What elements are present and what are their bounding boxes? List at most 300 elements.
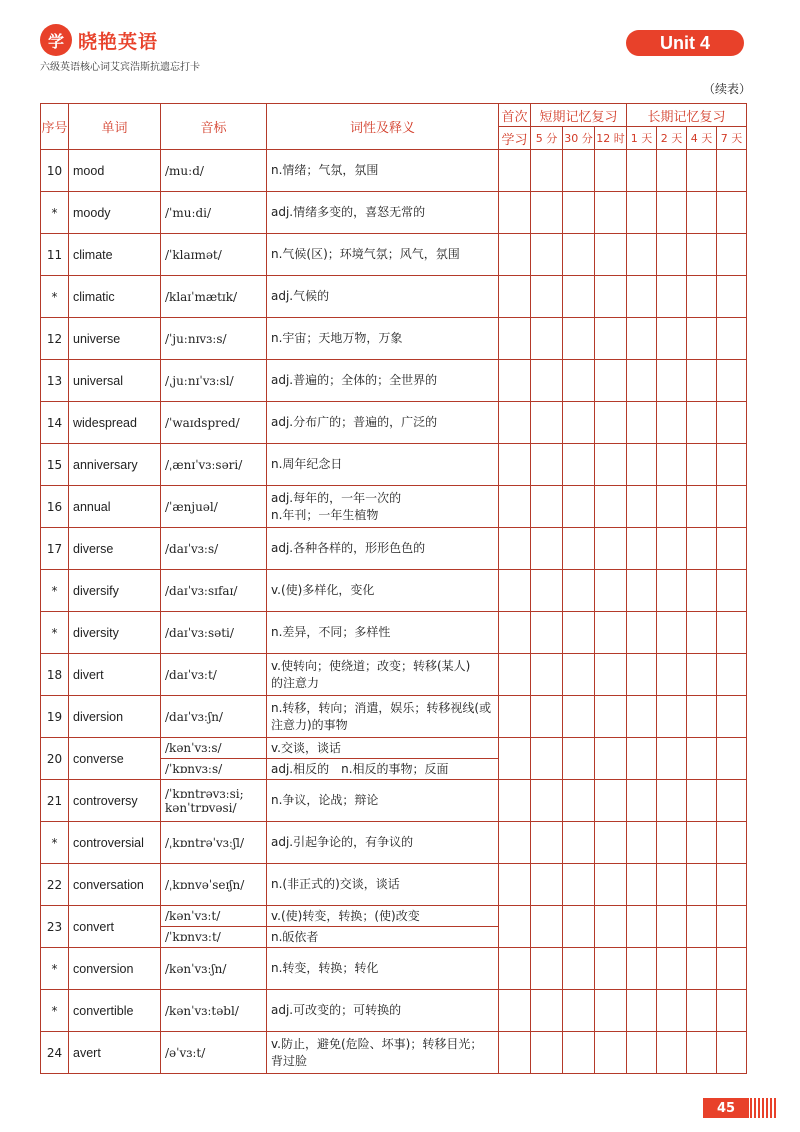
checkbox-cell[interactable] bbox=[687, 654, 717, 696]
table-row bbox=[41, 864, 747, 906]
checkbox-cell[interactable] bbox=[595, 192, 627, 234]
checkbox-cell[interactable] bbox=[657, 906, 687, 948]
definition: adj.引起争论的，有争议的 bbox=[267, 822, 499, 864]
checkbox-cell[interactable] bbox=[531, 738, 563, 780]
definition: v.交谈，谈话 bbox=[267, 738, 499, 759]
word: mood bbox=[69, 150, 161, 192]
checkbox-cell[interactable] bbox=[499, 486, 531, 528]
checkbox-cell[interactable] bbox=[717, 318, 747, 360]
row-number: 10 bbox=[41, 150, 69, 192]
checkbox-cell[interactable] bbox=[717, 696, 747, 738]
checkbox-cell[interactable] bbox=[531, 696, 563, 738]
checkbox-cell[interactable] bbox=[717, 486, 747, 528]
checkbox-cell[interactable] bbox=[595, 486, 627, 528]
definition: adj.普遍的；全体的；全世界的 bbox=[267, 360, 499, 402]
checkbox-cell[interactable] bbox=[717, 570, 747, 612]
checkbox-cell[interactable] bbox=[531, 276, 563, 318]
table-row bbox=[41, 1032, 747, 1074]
checkbox-cell[interactable] bbox=[499, 906, 531, 948]
checkbox-cell[interactable] bbox=[595, 864, 627, 906]
checkbox-cell[interactable] bbox=[717, 402, 747, 444]
definition: n.争议，论战；辩论 bbox=[267, 780, 499, 822]
definition: n.差异，不同；多样性 bbox=[267, 612, 499, 654]
checkbox-cell[interactable] bbox=[687, 948, 717, 990]
checkbox-cell[interactable] bbox=[499, 654, 531, 696]
header-first: 首次 bbox=[499, 104, 531, 127]
checkbox-cell[interactable] bbox=[499, 360, 531, 402]
word: convertible bbox=[69, 990, 161, 1032]
checkbox-cell[interactable] bbox=[595, 360, 627, 402]
checkbox-cell[interactable] bbox=[595, 276, 627, 318]
checkbox-cell[interactable] bbox=[657, 1032, 687, 1074]
definition: adj.分布广的；普遍的，广泛的 bbox=[267, 402, 499, 444]
word: climatic bbox=[69, 276, 161, 318]
line-2: n.年刊；一年生植物 bbox=[271, 507, 379, 522]
checkbox-cell[interactable] bbox=[627, 990, 657, 1032]
table-row bbox=[41, 360, 747, 402]
header-7day: 7 天 bbox=[717, 127, 747, 150]
header-5min: 5 分 bbox=[531, 127, 563, 150]
table-row bbox=[41, 990, 747, 1032]
page-stripes bbox=[750, 1098, 778, 1118]
checkbox-cell[interactable] bbox=[531, 990, 563, 1032]
checkbox-cell[interactable] bbox=[499, 528, 531, 570]
checkbox-cell[interactable] bbox=[531, 234, 563, 276]
table-row bbox=[41, 444, 747, 486]
checkbox-cell[interactable] bbox=[499, 444, 531, 486]
checkbox-cell[interactable] bbox=[687, 1032, 717, 1074]
checkbox-cell[interactable] bbox=[657, 402, 687, 444]
phonetic: /kənˈvɜːt/ bbox=[161, 906, 267, 927]
checkbox-cell[interactable] bbox=[687, 528, 717, 570]
row-number: * bbox=[41, 570, 69, 612]
row-number: 18 bbox=[41, 654, 69, 696]
definition: n.周年纪念日 bbox=[267, 444, 499, 486]
logo-badge-icon: 学 bbox=[40, 24, 72, 56]
checkbox-cell[interactable] bbox=[627, 150, 657, 192]
checkbox-cell[interactable] bbox=[657, 948, 687, 990]
checkbox-cell[interactable] bbox=[717, 864, 747, 906]
checkbox-cell[interactable] bbox=[717, 654, 747, 696]
checkbox-cell[interactable] bbox=[687, 444, 717, 486]
checkbox-cell[interactable] bbox=[627, 780, 657, 822]
phonetic bbox=[161, 780, 267, 822]
phonetic: /ˌkɒnvəˈseɪʃn/ bbox=[161, 864, 267, 906]
word: anniversary bbox=[69, 444, 161, 486]
brand-logo bbox=[40, 24, 158, 56]
checkbox-cell[interactable] bbox=[499, 822, 531, 864]
checkbox-cell[interactable] bbox=[717, 150, 747, 192]
checkbox-cell[interactable] bbox=[531, 612, 563, 654]
checkbox-cell[interactable] bbox=[595, 1032, 627, 1074]
definition bbox=[267, 1032, 499, 1074]
word: controversy bbox=[69, 780, 161, 822]
table-row bbox=[41, 486, 747, 528]
word: diverse bbox=[69, 528, 161, 570]
checkbox-cell[interactable] bbox=[657, 276, 687, 318]
phonetic: /ˈklaɪmət/ bbox=[161, 234, 267, 276]
checkbox-cell[interactable] bbox=[563, 444, 595, 486]
checkbox-cell[interactable] bbox=[531, 780, 563, 822]
definition: n.(非正式的)交谈，谈话 bbox=[267, 864, 499, 906]
checkbox-cell[interactable] bbox=[531, 360, 563, 402]
checkbox-cell[interactable] bbox=[595, 654, 627, 696]
phonetic: /ˈjuːnɪvɜːs/ bbox=[161, 318, 267, 360]
checkbox-cell[interactable] bbox=[627, 402, 657, 444]
checkbox-cell[interactable] bbox=[499, 150, 531, 192]
checkbox-cell[interactable] bbox=[563, 612, 595, 654]
checkbox-cell[interactable] bbox=[687, 738, 717, 780]
table-row bbox=[41, 612, 747, 654]
row-number: 16 bbox=[41, 486, 69, 528]
checkbox-cell[interactable] bbox=[563, 696, 595, 738]
checkbox-cell[interactable] bbox=[657, 612, 687, 654]
table-row bbox=[41, 276, 747, 318]
definition: adj.各种各样的，形形色色的 bbox=[267, 528, 499, 570]
checkbox-cell[interactable] bbox=[563, 780, 595, 822]
checkbox-cell[interactable] bbox=[595, 612, 627, 654]
checkbox-cell[interactable] bbox=[595, 780, 627, 822]
checkbox-cell[interactable] bbox=[499, 192, 531, 234]
checkbox-cell[interactable] bbox=[499, 318, 531, 360]
checkbox-cell[interactable] bbox=[563, 948, 595, 990]
checkbox-cell[interactable] bbox=[627, 276, 657, 318]
phonetic: /daɪˈvɜːsɪfaɪ/ bbox=[161, 570, 267, 612]
table-row bbox=[41, 150, 747, 192]
word: universe bbox=[69, 318, 161, 360]
table-row bbox=[41, 822, 747, 864]
checkbox-cell[interactable] bbox=[563, 654, 595, 696]
row-number: * bbox=[41, 276, 69, 318]
table-row bbox=[41, 318, 747, 360]
checkbox-cell[interactable] bbox=[563, 570, 595, 612]
definition: v.(使)转变，转换；(使)改变 bbox=[267, 906, 499, 927]
checkbox-cell[interactable] bbox=[563, 528, 595, 570]
row-number: 21 bbox=[41, 780, 69, 822]
checkbox-cell[interactable] bbox=[499, 780, 531, 822]
checkbox-cell[interactable] bbox=[595, 234, 627, 276]
checkbox-cell[interactable] bbox=[595, 948, 627, 990]
row-number: 11 bbox=[41, 234, 69, 276]
phonetic: /ˈkɒnvɜːt/ bbox=[161, 927, 267, 948]
brand-name: 晓艳英语 bbox=[78, 30, 159, 53]
row-number: * bbox=[41, 612, 69, 654]
header-short-term: 短期记忆复习 bbox=[531, 104, 627, 127]
checkbox-cell[interactable] bbox=[563, 150, 595, 192]
checkbox-cell[interactable] bbox=[531, 570, 563, 612]
table-row bbox=[41, 738, 747, 759]
line-1: v.防止，避免(危险、坏事)；转移目光； bbox=[271, 1036, 483, 1051]
checkbox-cell[interactable] bbox=[657, 486, 687, 528]
phonetic: /ˈmuːdi/ bbox=[161, 192, 267, 234]
word: widespread bbox=[69, 402, 161, 444]
checkbox-cell[interactable] bbox=[563, 276, 595, 318]
header-long-term: 长期记忆复习 bbox=[627, 104, 747, 127]
checkbox-cell[interactable] bbox=[657, 822, 687, 864]
checkbox-cell[interactable] bbox=[687, 570, 717, 612]
table-row bbox=[41, 570, 747, 612]
checkbox-cell[interactable] bbox=[499, 864, 531, 906]
checkbox-cell[interactable] bbox=[563, 192, 595, 234]
checkbox-cell[interactable] bbox=[563, 1032, 595, 1074]
checkbox-cell[interactable] bbox=[657, 654, 687, 696]
row-number: 24 bbox=[41, 1032, 69, 1074]
definition bbox=[267, 486, 499, 528]
checkbox-cell[interactable] bbox=[687, 402, 717, 444]
checkbox-cell[interactable] bbox=[657, 570, 687, 612]
checkbox-cell[interactable] bbox=[531, 486, 563, 528]
checkbox-cell[interactable] bbox=[687, 486, 717, 528]
checkbox-cell[interactable] bbox=[595, 822, 627, 864]
row-number: 19 bbox=[41, 696, 69, 738]
checkbox-cell[interactable] bbox=[717, 234, 747, 276]
checkbox-cell[interactable] bbox=[563, 822, 595, 864]
checkbox-cell[interactable] bbox=[595, 570, 627, 612]
checkbox-cell[interactable] bbox=[563, 402, 595, 444]
checkbox-cell[interactable] bbox=[563, 318, 595, 360]
row-number: 22 bbox=[41, 864, 69, 906]
checkbox-cell[interactable] bbox=[657, 444, 687, 486]
checkbox-cell[interactable] bbox=[657, 864, 687, 906]
checkbox-cell[interactable] bbox=[717, 780, 747, 822]
checkbox-cell[interactable] bbox=[627, 696, 657, 738]
checkbox-cell[interactable] bbox=[717, 738, 747, 780]
checkbox-cell[interactable] bbox=[595, 696, 627, 738]
checkbox-cell[interactable] bbox=[687, 234, 717, 276]
checkbox-cell[interactable] bbox=[687, 906, 717, 948]
checkbox-cell[interactable] bbox=[531, 864, 563, 906]
checkbox-cell[interactable] bbox=[687, 318, 717, 360]
checkbox-cell[interactable] bbox=[595, 906, 627, 948]
checkbox-cell[interactable] bbox=[563, 990, 595, 1032]
phonetic: /ˌænɪˈvɜːsəri/ bbox=[161, 444, 267, 486]
checkbox-cell[interactable] bbox=[499, 696, 531, 738]
checkbox-cell[interactable] bbox=[627, 444, 657, 486]
checkbox-cell[interactable] bbox=[717, 528, 747, 570]
continued-label: （续表） bbox=[703, 82, 752, 96]
checkbox-cell[interactable] bbox=[499, 570, 531, 612]
table-row bbox=[41, 192, 747, 234]
checkbox-cell[interactable] bbox=[687, 612, 717, 654]
checkbox-cell[interactable] bbox=[531, 528, 563, 570]
line-1: n.转移，转向；消遣，娱乐；转移视线(或 bbox=[271, 700, 492, 715]
unit-label: Unit 4 bbox=[626, 30, 744, 56]
table-row bbox=[41, 780, 747, 822]
word: conversion bbox=[69, 948, 161, 990]
checkbox-cell[interactable] bbox=[717, 360, 747, 402]
line-2: 注意力)的事物 bbox=[271, 717, 348, 732]
checkbox-cell[interactable] bbox=[717, 1032, 747, 1074]
checkbox-cell[interactable] bbox=[687, 780, 717, 822]
word: diversify bbox=[69, 570, 161, 612]
checkbox-cell[interactable] bbox=[627, 906, 657, 948]
checkbox-cell[interactable] bbox=[627, 738, 657, 780]
header-word: 单词 bbox=[69, 104, 161, 150]
header-1day: 1 天 bbox=[627, 127, 657, 150]
checkbox-cell[interactable] bbox=[717, 990, 747, 1032]
checkbox-cell[interactable] bbox=[657, 696, 687, 738]
definition: adj.可改变的；可转换的 bbox=[267, 990, 499, 1032]
checkbox-cell[interactable] bbox=[531, 906, 563, 948]
checkbox-cell[interactable] bbox=[717, 612, 747, 654]
phonetic: /kənˈvɜːʃn/ bbox=[161, 948, 267, 990]
checkbox-cell[interactable] bbox=[531, 654, 563, 696]
line-2: 背过脸 bbox=[271, 1053, 308, 1068]
checkbox-cell[interactable] bbox=[499, 948, 531, 990]
checkbox-cell[interactable] bbox=[627, 654, 657, 696]
checkbox-cell[interactable] bbox=[627, 864, 657, 906]
phonetic: /muːd/ bbox=[161, 150, 267, 192]
word: avert bbox=[69, 1032, 161, 1074]
checkbox-cell[interactable] bbox=[531, 402, 563, 444]
checkbox-cell[interactable] bbox=[531, 150, 563, 192]
table-row bbox=[41, 654, 747, 696]
checkbox-cell[interactable] bbox=[627, 612, 657, 654]
row-number: 23 bbox=[41, 906, 69, 948]
checkbox-cell[interactable] bbox=[531, 1032, 563, 1074]
checkbox-cell[interactable] bbox=[657, 528, 687, 570]
definition bbox=[267, 654, 499, 696]
checkbox-cell[interactable] bbox=[563, 234, 595, 276]
row-number: * bbox=[41, 948, 69, 990]
checkbox-cell[interactable] bbox=[627, 822, 657, 864]
word: conversation bbox=[69, 864, 161, 906]
row-number: 14 bbox=[41, 402, 69, 444]
line-1: v.使转向；使绕道；改变；转移(某人) bbox=[271, 658, 471, 673]
checkbox-cell[interactable] bbox=[627, 1032, 657, 1074]
checkbox-cell[interactable] bbox=[563, 486, 595, 528]
checkbox-cell[interactable] bbox=[627, 192, 657, 234]
phonetic: /ˈkɒnvɜːs/ bbox=[161, 759, 267, 780]
phonetic: /əˈvɜːt/ bbox=[161, 1032, 267, 1074]
checkbox-cell[interactable] bbox=[499, 990, 531, 1032]
checkbox-cell[interactable] bbox=[687, 276, 717, 318]
checkbox-cell[interactable] bbox=[563, 738, 595, 780]
phonetic: /klaɪˈmætɪk/ bbox=[161, 276, 267, 318]
checkbox-cell[interactable] bbox=[717, 948, 747, 990]
checkbox-cell[interactable] bbox=[717, 906, 747, 948]
checkbox-cell[interactable] bbox=[499, 738, 531, 780]
word: divert bbox=[69, 654, 161, 696]
checkbox-cell[interactable] bbox=[627, 234, 657, 276]
page-number: 45 bbox=[703, 1098, 749, 1118]
checkbox-cell[interactable] bbox=[687, 864, 717, 906]
checkbox-cell[interactable] bbox=[627, 486, 657, 528]
checkbox-cell[interactable] bbox=[657, 150, 687, 192]
checkbox-cell[interactable] bbox=[687, 360, 717, 402]
line-2: 的注意力 bbox=[271, 675, 320, 690]
checkbox-cell[interactable] bbox=[627, 318, 657, 360]
definition: v.(使)多样化，变化 bbox=[267, 570, 499, 612]
word: universal bbox=[69, 360, 161, 402]
checkbox-cell[interactable] bbox=[499, 402, 531, 444]
line-1: /ˈkɒntrəvɜːsi; bbox=[165, 786, 244, 801]
definition bbox=[267, 696, 499, 738]
checkbox-cell[interactable] bbox=[531, 948, 563, 990]
checkbox-cell[interactable] bbox=[717, 444, 747, 486]
checkbox-cell[interactable] bbox=[595, 738, 627, 780]
checkbox-cell[interactable] bbox=[531, 444, 563, 486]
checkbox-cell[interactable] bbox=[531, 822, 563, 864]
checkbox-cell[interactable] bbox=[657, 738, 687, 780]
checkbox-cell[interactable] bbox=[627, 360, 657, 402]
checkbox-cell[interactable] bbox=[499, 612, 531, 654]
vocab-table bbox=[40, 103, 747, 1074]
table-row bbox=[41, 234, 747, 276]
checkbox-cell[interactable] bbox=[563, 864, 595, 906]
checkbox-cell[interactable] bbox=[627, 948, 657, 990]
phonetic: /ˈwaɪdspred/ bbox=[161, 402, 267, 444]
checkbox-cell[interactable] bbox=[657, 318, 687, 360]
definition: adj.相反的 n.相反的事物；反面 bbox=[267, 759, 499, 780]
definition: n.气候(区)；环境气氛；风气，氛围 bbox=[267, 234, 499, 276]
header-12h: 12 时 bbox=[595, 127, 627, 150]
checkbox-cell[interactable] bbox=[563, 906, 595, 948]
checkbox-cell[interactable] bbox=[717, 192, 747, 234]
checkbox-cell[interactable] bbox=[657, 234, 687, 276]
checkbox-cell[interactable] bbox=[595, 402, 627, 444]
table-row bbox=[41, 948, 747, 990]
checkbox-cell[interactable] bbox=[531, 192, 563, 234]
checkbox-cell[interactable] bbox=[627, 570, 657, 612]
phonetic: /daɪˈvɜːt/ bbox=[161, 654, 267, 696]
checkbox-cell[interactable] bbox=[499, 1032, 531, 1074]
checkbox-cell[interactable] bbox=[657, 780, 687, 822]
phonetic: /ˌkɒntrəˈvɜːʃl/ bbox=[161, 822, 267, 864]
checkbox-cell[interactable] bbox=[595, 318, 627, 360]
row-number: * bbox=[41, 192, 69, 234]
brand-subtitle: 六级英语核心词艾宾浩斯抗遗忘打卡 bbox=[40, 62, 200, 73]
row-number: 13 bbox=[41, 360, 69, 402]
header-4day: 4 天 bbox=[687, 127, 717, 150]
checkbox-cell[interactable] bbox=[595, 150, 627, 192]
checkbox-cell[interactable] bbox=[657, 192, 687, 234]
checkbox-cell[interactable] bbox=[627, 528, 657, 570]
row-number: * bbox=[41, 822, 69, 864]
table-row bbox=[41, 906, 747, 927]
checkbox-cell[interactable] bbox=[563, 360, 595, 402]
row-number: 15 bbox=[41, 444, 69, 486]
word: climate bbox=[69, 234, 161, 276]
word: convert bbox=[69, 906, 161, 948]
checkbox-cell[interactable] bbox=[687, 822, 717, 864]
word: annual bbox=[69, 486, 161, 528]
header-definition: 词性及释义 bbox=[267, 104, 499, 150]
checkbox-cell[interactable] bbox=[717, 822, 747, 864]
phonetic: /daɪˈvɜːʃn/ bbox=[161, 696, 267, 738]
definition: adj.气候的 bbox=[267, 276, 499, 318]
definition: n.情绪；气氛，氛围 bbox=[267, 150, 499, 192]
checkbox-cell[interactable] bbox=[687, 990, 717, 1032]
word: diversity bbox=[69, 612, 161, 654]
checkbox-cell[interactable] bbox=[595, 444, 627, 486]
checkbox-cell[interactable] bbox=[687, 150, 717, 192]
checkbox-cell[interactable] bbox=[531, 318, 563, 360]
checkbox-cell[interactable] bbox=[717, 276, 747, 318]
definition: n.皈依者 bbox=[267, 927, 499, 948]
checkbox-cell[interactable] bbox=[595, 990, 627, 1032]
table-row bbox=[41, 402, 747, 444]
checkbox-cell[interactable] bbox=[499, 276, 531, 318]
checkbox-cell[interactable] bbox=[687, 696, 717, 738]
checkbox-cell[interactable] bbox=[657, 360, 687, 402]
definition: n.转变，转换；转化 bbox=[267, 948, 499, 990]
checkbox-cell[interactable] bbox=[657, 990, 687, 1032]
checkbox-cell[interactable] bbox=[687, 192, 717, 234]
checkbox-cell[interactable] bbox=[595, 528, 627, 570]
line-1: adj.每年的，一年一次的 bbox=[271, 490, 402, 505]
checkbox-cell[interactable] bbox=[499, 234, 531, 276]
